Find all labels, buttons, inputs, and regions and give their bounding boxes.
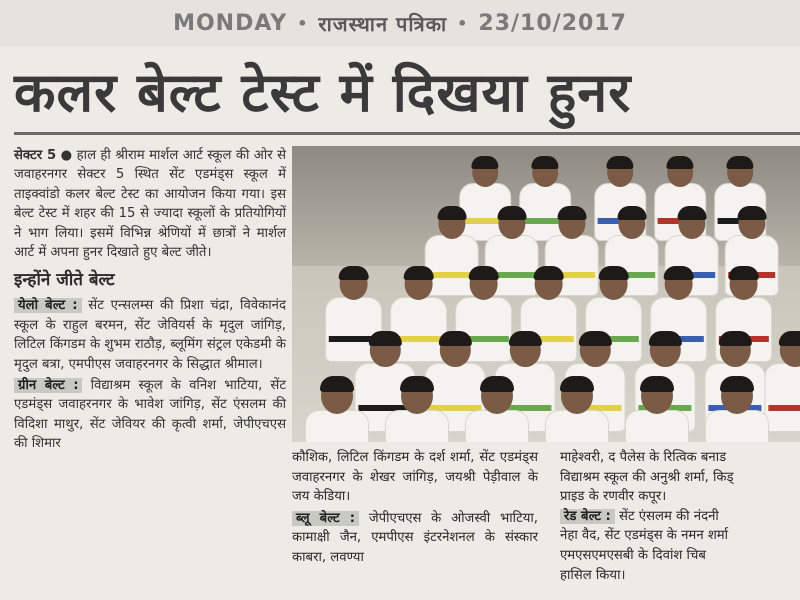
- middle-paragraph: कौशिक, लिटिल किंगडम के दर्श शर्मा, सेंट एडमंड्स जवाहरनगर के शेखर जांगिड़, जयश्री पेड़ीवाल के जय केडिया।: [292, 450, 538, 505]
- red-belt-tag: रेड बेल्ट :: [560, 509, 615, 524]
- red-belt-paragraph: [560, 507, 800, 527]
- yellow-belt-tag: येलो बेल्ट :: [14, 298, 82, 313]
- masthead-paper: राजस्थान पत्रिका: [318, 11, 448, 36]
- blue-belt-text: जेपीएचएस के ओजस्वी भाटिया, कामाक्षी जैन, एमपीएस इंटरनेशनल के संस्कार काबरा, लवण्या: [292, 510, 538, 565]
- intro-paragraph: [14, 146, 286, 262]
- headline-rule: [14, 132, 800, 135]
- winners-heading: इन्होंने जीते बेल्ट: [14, 270, 115, 291]
- masthead-day: MONDAY: [173, 10, 288, 36]
- intro-text: हाल ही श्रीराम मार्शल आर्ट स्कूल की ओर से जवाहरनगर सेक्टर 5 स्थित सेंट एडमंड्स स्कूल में ताइक्वांडो कलर बेल्ट टेस्ट का आयोजन किया गया। इस बेल्ट टेस्ट में शहर की 15 से ज्यादा स्कूलों के प्रतियोगियों ने भाग लिया। इसमें विभिन्न श्रेणियों में छात्रों ने मार्शल आर्ट में अपना हुनर दिखाते हुए बेल्ट जीते।: [14, 148, 286, 261]
- red-belt-text: सेंट एंसलम की नंदनी: [619, 508, 719, 524]
- left-column: [14, 146, 286, 456]
- green-belt-paragraph: [14, 376, 286, 454]
- group-photo: [292, 146, 800, 442]
- right-line: हासिल किया।: [560, 567, 626, 583]
- yellow-belt-paragraph: [14, 296, 286, 374]
- masthead-date: 23/10/2017: [478, 10, 627, 36]
- middle-column: [292, 448, 538, 568]
- masthead: [0, 0, 800, 46]
- right-line: एमएसएमएसबी के दिवांश चिब: [560, 547, 706, 563]
- dateline: सेक्टर 5: [14, 148, 57, 163]
- green-belt-tag: ग्रीन बेल्ट :: [14, 378, 82, 393]
- right-line: प्राइड के रणवीर कपूर।: [560, 489, 667, 505]
- separator-dot: •: [457, 13, 469, 33]
- right-line: विद्याश्रम स्कूल की अनुश्री शर्मा, किड्: [560, 469, 734, 485]
- headline: कलर बेल्ट टेस्ट में दिखया हुनर: [14, 61, 632, 124]
- yellow-belt-text: सेंट एन्सलम्स की प्रिशा चंद्रा, विवेकानंद स्कूल के राहुल बरमन, सेंट जेवियर्स के मृदुल जांगिड़, लिटिल किंगडम के शुभम राठौड़, ब्लूमिंग संट्रल एकेडमी के मृदुल बत्रा, एमपीएस जवाहरनगर के सिद्धात श्रीमाल।: [14, 298, 286, 372]
- right-column: [560, 448, 800, 585]
- right-line: नेहा वैद, सेंट एडमंड्स के नमन शर्मा: [560, 528, 729, 544]
- blue-belt-paragraph: [292, 509, 538, 568]
- blue-belt-tag: ब्लू बेल्ट :: [292, 511, 359, 526]
- separator-dot: •: [297, 13, 309, 33]
- bullet-icon: ●: [60, 148, 77, 163]
- green-belt-text: विद्याश्रम स्कूल के वनिश भाटिया, सेंट एडमंड्स जवाहरनगर के भावेश जांगिड़, सेंट एंसलम की विदिशा माथुर, सेंट जेवियर की कृत्वी शर्मा, जेपीएचएस की शिमार: [14, 378, 286, 452]
- right-line: माहेश्वरी, द पैलेस के रित्विक बनाड: [560, 450, 727, 465]
